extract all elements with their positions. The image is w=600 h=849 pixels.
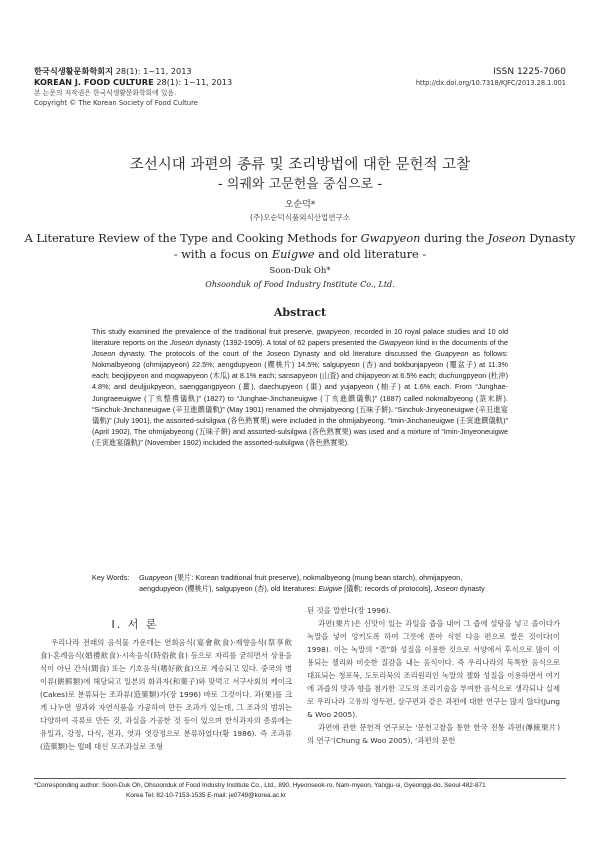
- title-en-part: A Literature Review of the Type and Cooking Methods for: [24, 232, 361, 245]
- body-paragraph: 우리나라 전래의 음식물 가운데는 연회음식(宴會飮食)·제향음식(祭享飮食)·혼례음식(婚禮飮食)·시속음식(時俗飮食) 등으로 자리를 굳히면서 상용음식이 아닌 간식(間食) 또는 기호음식(嗜好飮食)으로 계승되고 있다. 중국의 병이류(餠餌類)에 해당되고 일본의 화과자(和菓子)와 맞먹고 서구사회의 케이크(Cakes)로 분류되는 조과류(造菓類)가(장 1996) 바로 그것이다. 과(果)를 크게 나누면 생과와 자연식품을 가공하여 만든 조과가 있는데, 그 조과의 범위는 다양하여 곡류로 만든 것, 과실을 가공한 것 등이 있으며 한식과자의 종류에는 유밀과, 강정, 다식, 전과, 엿과 엿강정으로 분류하였다(황 1986). 즉 조과류(造菓類)는 떨떼 대신 모조과실로 조형: [40, 638, 292, 751]
- subtitle-en-part: and old literature -: [314, 248, 427, 261]
- volume-ko: 28(1): 1~11, 2013: [115, 66, 192, 76]
- title-korean: 조선시대 과편의 종류 및 조리방법에 대한 문헌적 고찰: [129, 157, 471, 173]
- keyword-em: Guapyeon: [139, 573, 173, 582]
- title-en-em: Gwapyeon: [360, 232, 421, 245]
- journal-line-en: [34, 77, 364, 88]
- abstract-em: Guapyeon: [435, 349, 469, 359]
- abstract-em: Gwapyeon: [379, 338, 414, 348]
- abstract-text: as follows: Nokmalbyeong (ohmijapyeon) 22.5%; aengdupyeon (櫻桃片) 14.5%; salgupyeon (杏) and bokbunjapyeon (覆盆子) at 11.3% each; beojjipyeon and mogwapyeon (木瓜) at 8.1% each; sansapyeon (山査) and chijapyeon at 6.5% each; duchungpyeon (杜沖) 4.8%; and deuljjukpyeon, saenggangpyeon (薑), daechupyeon (棗) and yujapyeon (柚子) at 1.6% each. From “Junghae-Jungraeeuigwe (丁亥整禮儀軌)” (1827) to “Junghae-Jinchaneuigwe (丁亥進饌儀軌)” (1887) called nokmalbyeong (菉末餠). “Sinchuk-Jinchaneuigwe (辛丑進饌儀軌)” (May 1901) renamed the ohmijabyeong (五味子餠). “Sinchuk-Jinyeoneuigwe (辛丑進宴儀軌)” (July 1901), the assorted-sulsilgwa (各色熟實果) were included in the ohmijabyeong. “Imin-Jinchaneuigwe (壬寅進饌儀軌)” (April 1902), The ohmijabyeong (五味子餠) and assorted-sulsilgwa (各色熟實果) was used and a mixture of “Imin-Jinyeoneuigwe (壬寅進宴儀軌)” (November 1902) included the assorted-sulsilgwa (各色熟實果).: [92, 349, 508, 447]
- footnote: [34, 781, 566, 801]
- affiliation-korean: (주)오순덕식품외식산업연구소: [249, 213, 351, 222]
- body-paragraph: 과편에 관한 문헌적 연구로는 ‘문헌고찰을 통한 한국 전통 과편(傳統果片)의 연구’(Chung & Woo 2005), ‘과편의 문헌: [307, 723, 560, 745]
- title-english: [20, 231, 580, 246]
- abstract-text: kind in the documents of the: [413, 338, 508, 348]
- abstract-text: dynasty (1392-1909). A total of 62 papers presented the: [193, 338, 380, 348]
- keyword-em: Euigwe: [318, 584, 343, 594]
- author-english: Soon-Duk Oh*: [269, 266, 331, 276]
- subtitle-en-em: Euigwe: [271, 248, 315, 261]
- subtitle-en-part: - with a focus on: [173, 248, 272, 261]
- keyword-text: dynasty: [457, 584, 485, 594]
- title-en-em: Joseon: [487, 232, 526, 245]
- body-column-right: [307, 604, 560, 747]
- journal-line-ko: [34, 66, 364, 77]
- issn-block: [416, 66, 566, 89]
- abstract-em: gwapyeon: [316, 327, 350, 336]
- body-paragraph: 과편(果片)은 신맛이 있는 과일을 즙을 내어 그 즙에 설탕을 넣고 졸이다가 녹말을 넣어 엉키도록 하여 그릇에 쏟아 식힌 다음 편으로 썰은 것이다(이 1998). 이는 녹말의 “겔”화 성질을 이용한 것으로 서양에서 후식으로 많이 이용되는 젤리와 비슷한 질감을 내는 음식이다. 즉 우리나라의 독특한 음식으로 대표되는 청포묵, 도토리묵의 조리원리인 녹말의 젤화 성질을 이용하면서 여기에 과즙의 맛과 향을 첨가한 고도의 조리기술을 부여한 음식으로 생각되나 실제로 우리나라 고유의 영두편, 살구편과 같은 과편에 대한 연구는 많지 않다(Jung & Woo 2005).: [307, 619, 560, 719]
- keyword-text: [儀軌: records of protocols],: [342, 584, 435, 594]
- affiliation-english: Ohsoonduk of Food Industry Institute Co., Ltd.: [205, 280, 395, 289]
- footnote-divider: [34, 778, 566, 779]
- title-en-part: Dynasty: [525, 232, 576, 245]
- doi-link[interactable]: http://dx.doi.org/10.7318/KJFC/2013.28.1.001: [415, 79, 566, 87]
- footnote-line: Korea Tel: 82-10-7153-1535 E-mail: je0749@korea.ac.kr: [126, 792, 287, 799]
- abstract-em: Joseon: [170, 338, 194, 348]
- body-paragraph: 된 것을 말한다(장 1996).: [307, 606, 391, 615]
- keyword-text: (果片: Korean traditional fruit preserve), nokmalbyeong (mung bean starch), ohmijapyeon, aengdupyeon (櫻桃片), salgupyeon (杏), old literatures:: [139, 573, 463, 594]
- title-en-part: during the: [420, 232, 488, 245]
- abstract-text: This study examined the prevalence of the traditional fruit preserve,: [92, 327, 317, 336]
- abstract-heading: Abstract: [273, 306, 327, 319]
- issn: ISSN 1225-7060: [493, 67, 566, 77]
- body-column-left: [40, 636, 292, 753]
- abstract-paragraph: [92, 326, 508, 448]
- journal-name-en: KOREAN J. FOOD CULTURE: [34, 77, 154, 87]
- journal-header: [34, 66, 364, 108]
- copyright-en: Copyright © The Korean Society of Food Culture: [34, 99, 198, 107]
- keywords-label: Key Words:: [92, 573, 130, 582]
- abstract-em: Joseon: [92, 349, 116, 359]
- abstract-body: [92, 326, 508, 448]
- author-korean: 오순덕*: [284, 200, 316, 210]
- abstract-text: dynasty. The protocols of the court of the Joseon Dynasty and old literature discussed the: [115, 349, 436, 359]
- copyright-ko: 본 논문의 저작권은 한국식생활문화학회에 있음.: [34, 89, 177, 97]
- abstract-text: , recorded in 10 royal palace studies and 10 old literature reports on the: [92, 327, 508, 348]
- section-title: I. 서 론: [111, 618, 159, 631]
- subtitle-english: [20, 247, 580, 262]
- journal-name-ko: 한국식생활문화학회지: [34, 66, 114, 76]
- keywords: [92, 572, 508, 594]
- footnote-line: *Corresponding author: Soon-Duk Oh, Ohsoonduk of Food Industry Institute Co., Ltd., 890, Hyeonseok-ro, Nam-myeon, Yangju-si, Gyeonggi-do, Seoul 482-871: [34, 782, 486, 789]
- subtitle-korean: - 의궤와 고문헌을 중심으로 -: [217, 177, 383, 192]
- volume-en: 28(1): 1~11, 2013: [156, 77, 233, 87]
- keyword-em: Joseon: [434, 584, 458, 594]
- keywords-list: [139, 572, 508, 594]
